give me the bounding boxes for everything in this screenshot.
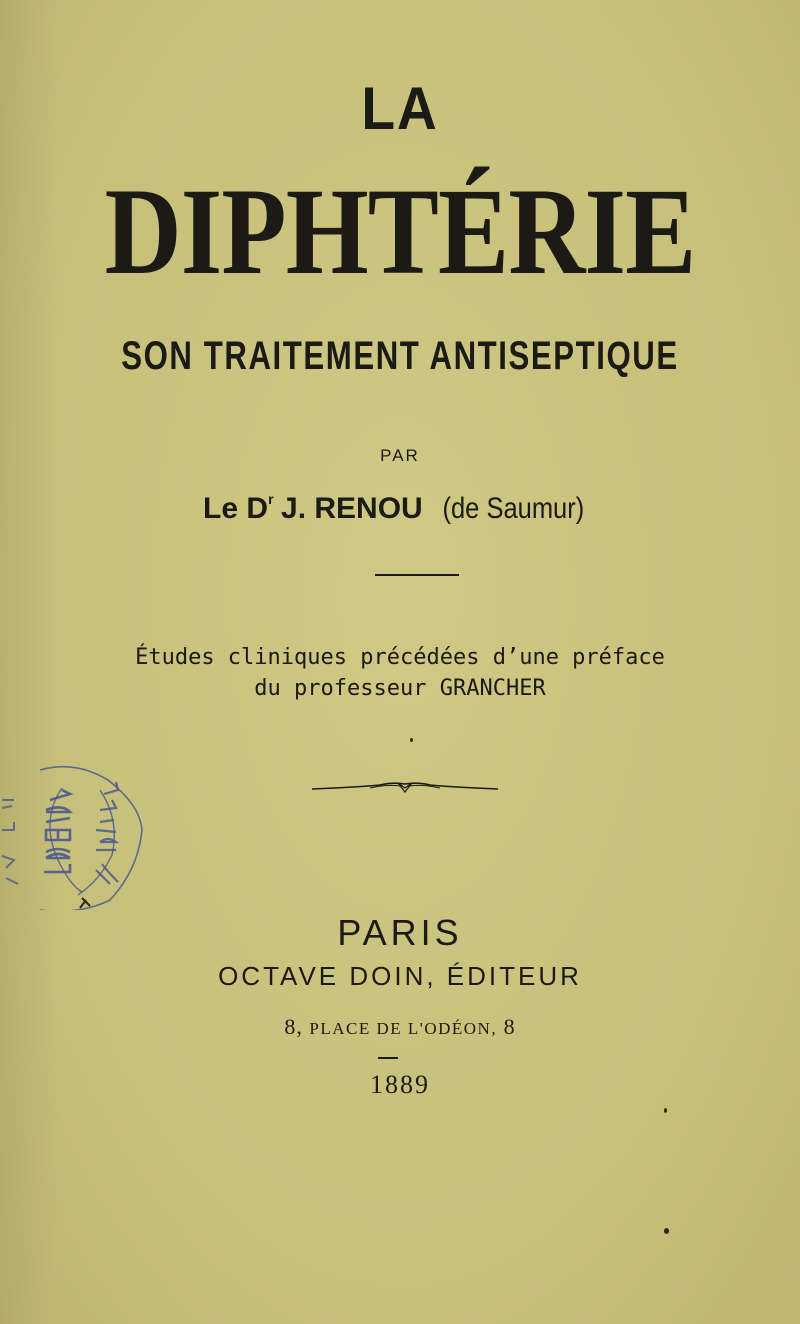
description-line-1: Études cliniques précédées d’une préface xyxy=(135,645,665,670)
year-rule xyxy=(378,1057,398,1059)
ink-speck xyxy=(664,1108,667,1113)
author-origin: (de Saumur) xyxy=(442,492,585,525)
ornament-icon xyxy=(310,780,500,796)
publisher: OCTAVE DOIN, ÉDITEUR xyxy=(218,961,582,991)
author-prefix-sup: r xyxy=(268,491,274,507)
address-street: PLACE DE L'ODÉON, xyxy=(309,1019,498,1038)
publisher-address xyxy=(0,1014,800,1040)
publication-year: 1889 xyxy=(370,1070,430,1099)
ink-speck xyxy=(410,738,413,742)
author-line xyxy=(0,492,800,524)
ink-speck xyxy=(664,1228,669,1234)
book-subtitle: SON TRAITEMENT ANTISEPTIQUE xyxy=(121,334,679,378)
divider-rule xyxy=(375,574,459,576)
city: PARIS xyxy=(337,912,463,953)
address-number: 8, xyxy=(284,1014,303,1039)
title-article: LA xyxy=(361,75,439,142)
author-prefix: Le D xyxy=(203,492,269,525)
library-stamp-icon xyxy=(0,760,150,910)
address-end-number: 8 xyxy=(503,1014,516,1039)
author-name: J. RENOU xyxy=(281,492,423,525)
description-line-2: du professeur GRANCHER xyxy=(254,676,546,701)
book-title: DIPHTÉRIE xyxy=(104,163,696,300)
by-label: PAR xyxy=(380,446,420,465)
